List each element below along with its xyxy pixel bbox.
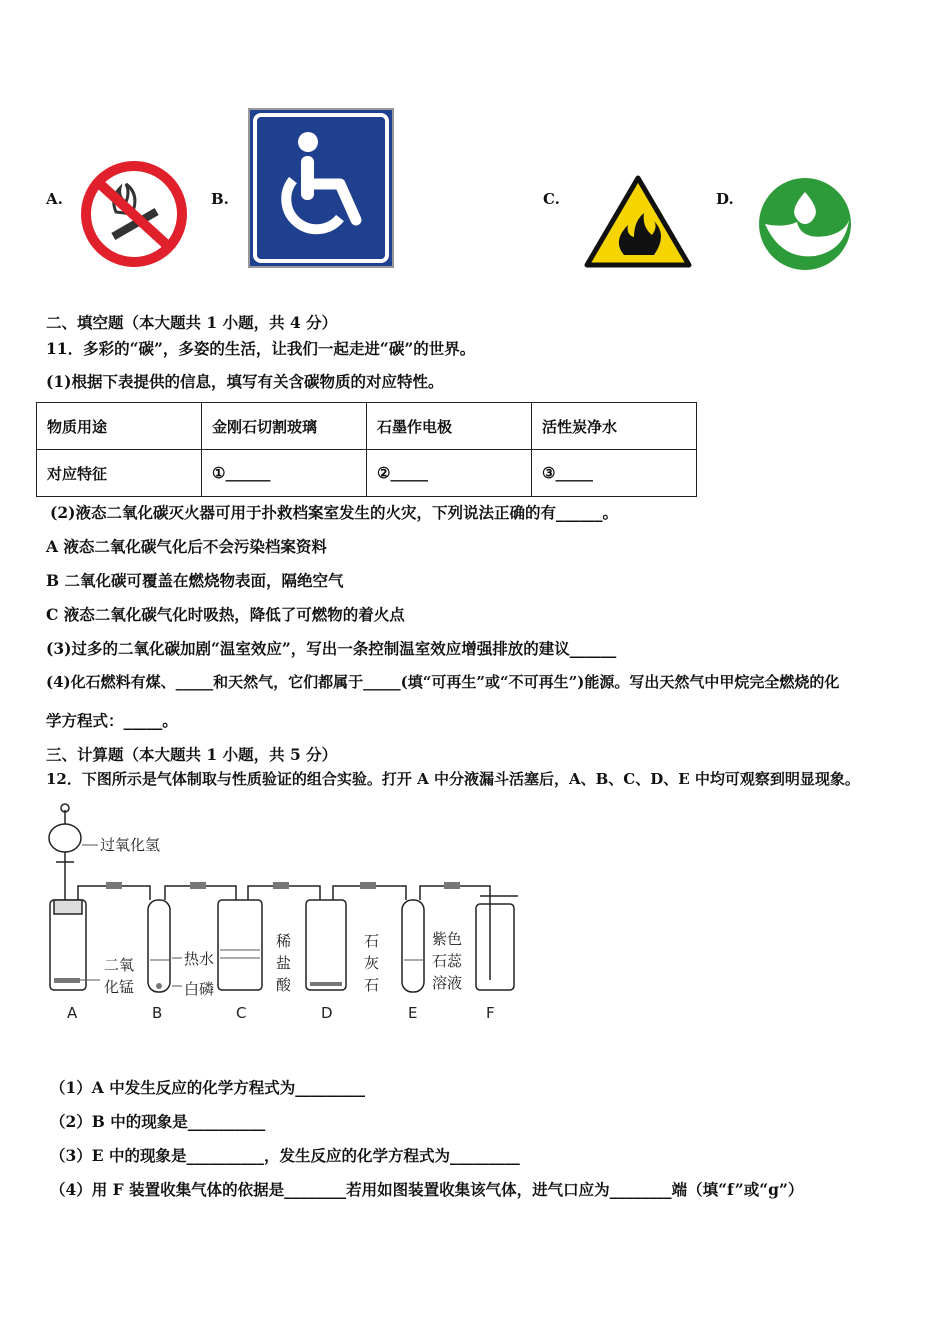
table-cell: 金刚石切割玻璃 (202, 403, 367, 450)
table-cell: 石墨作电极 (367, 403, 532, 450)
flammable-warning-icon (584, 175, 692, 269)
option-b-label: B. (211, 190, 229, 208)
option-c-label: C. (543, 190, 560, 208)
bottle-f (476, 904, 514, 990)
label-hcl-1: 稀 (276, 932, 292, 950)
bottle-c (218, 900, 262, 990)
section2-title: 二、填空题（本大题共 1 小题，共 4 分） (46, 313, 338, 332)
question-11-part4: (4)化石燃料有煤、_____和天然气，它们都属于_____(填“可再生”或“不可再生”)能源。写出天然气中甲烷完全燃烧的化 (46, 673, 840, 691)
label-limestone-2: 灰 (364, 954, 380, 972)
option-a-label: A. (46, 190, 63, 208)
carbon-properties-table (36, 402, 697, 497)
water-saving-icon (757, 176, 853, 272)
section3-title: 三、计算题（本大题共 1 小题，共 5 分） (46, 745, 338, 764)
table-cell: 物质用途 (37, 403, 202, 450)
choice-c: C 液态二氧化碳气化时吸热，降低了可燃物的着火点 (46, 605, 405, 624)
question-11-part3: (3)过多的二氧化碳加剧“温室效应”，写出一条控制温室效应增强排放的建议______ (46, 639, 617, 658)
apparatus-letter: C (236, 1004, 247, 1022)
apparatus-letter: D (321, 1004, 333, 1022)
wheelchair-icon (248, 108, 394, 268)
label-hot-water: 热水 (184, 950, 215, 968)
question-11-part2: (2)液态二氧化碳灭火器可用于扑救档案室发生的火灾，下列说法正确的有______。 (50, 503, 618, 522)
label-h2o2: 过氧化氢 (100, 836, 161, 854)
table-cell: ③_____ (532, 450, 697, 497)
table-cell: 活性炭净水 (532, 403, 697, 450)
separatory-funnel (49, 824, 81, 852)
tube-e (402, 900, 424, 992)
choice-b: B 二氧化碳可覆盖在燃烧物表面，隔绝空气 (46, 571, 344, 590)
apparatus-letter: E (408, 1004, 418, 1022)
label-limestone-3: 石 (364, 976, 380, 994)
table-cell: ②_____ (367, 450, 532, 497)
label-mno2-1: 二氧 (104, 956, 135, 974)
question-12-part2: （2）B 中的现象是__________ (50, 1112, 266, 1131)
apparatus-letter: F (486, 1004, 495, 1022)
question-11-part1: (1)根据下表提供的信息，填写有关含碳物质的对应特性。 (46, 372, 444, 391)
label-litmus-2: 石蕊 (432, 952, 463, 970)
question-12-part4: （4）用 F 装置收集气体的依据是________若用如图装置收集该气体，进气口应为________端（填“f”或“g”） (50, 1180, 804, 1199)
apparatus-letter: B (152, 1004, 163, 1022)
label-limestone-1: 石 (364, 932, 380, 950)
table-row (37, 450, 697, 497)
option-d-label: D. (716, 190, 734, 208)
label-mno2-2: 化锰 (104, 978, 135, 996)
choice-a: A 液态二氧化碳气化后不会污染档案资料 (46, 537, 327, 556)
tube-b (148, 900, 170, 992)
label-hcl-2: 盐 (276, 954, 292, 972)
label-litmus-3: 溶液 (432, 974, 463, 992)
bottle-d (306, 900, 346, 990)
apparatus-letter: A (67, 1004, 78, 1022)
label-hcl-3: 酸 (276, 976, 292, 994)
table-row (37, 403, 697, 450)
label-white-phosphorus: 白磷 (184, 980, 215, 998)
question-12-part3: （3）E 中的现象是__________，发生反应的化学方程式为_________ (50, 1146, 520, 1165)
question-12: 12．下图所示是气体制取与性质验证的组合实验。打开 A 中分液漏斗活塞后，A、B、C、D、E 中均可观察到明显现象。 (46, 770, 860, 788)
question-12-part1: （1）A 中发生反应的化学方程式为_________ (50, 1078, 365, 1097)
label-litmus-1: 紫色 (432, 930, 463, 948)
question-11: 11．多彩的“碳”，多姿的生活，让我们一起走进“碳”的世界。 (46, 339, 476, 358)
no-smoking-icon (80, 160, 188, 268)
table-cell: ①______ (202, 450, 367, 497)
question-11-part4-cont: 学方程式：_____。 (46, 711, 178, 730)
table-cell: 对应特征 (37, 450, 202, 497)
gas-apparatus-diagram (40, 800, 530, 1025)
